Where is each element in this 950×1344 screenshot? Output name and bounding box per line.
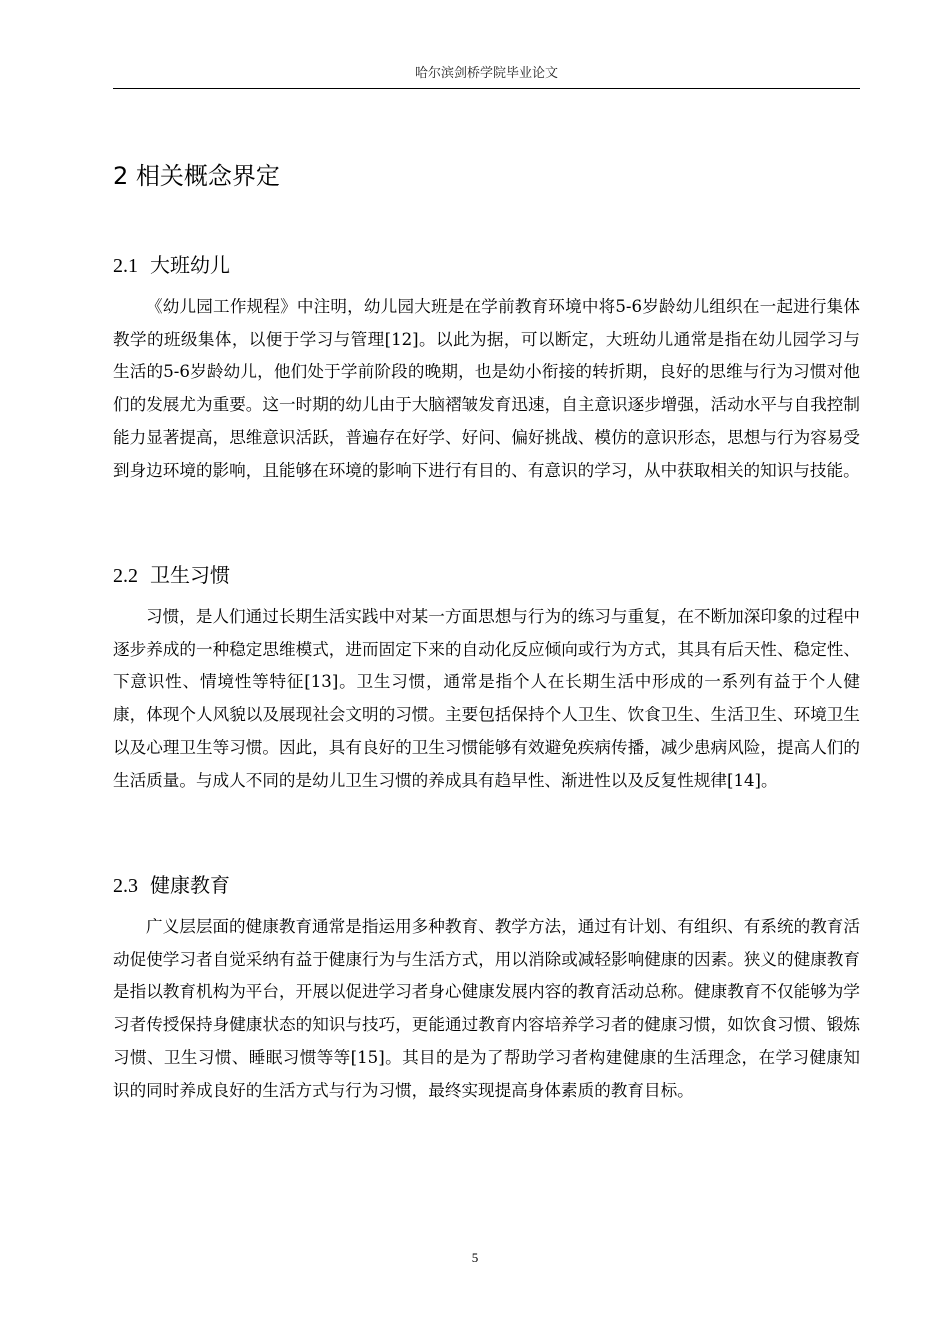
section-number: 2.3 <box>113 875 138 897</box>
running-header: 哈尔滨剑桥学院毕业论文 <box>414 66 558 81</box>
section-number: 2.2 <box>113 565 138 587</box>
section-heading-2-3 <box>113 870 230 901</box>
paragraph-2-1: 《幼儿园工作规程》中注明，幼儿园大班是在学前教育环境中将5-6岁龄幼儿组织在一起进行集体教学的班级集体，以便于学习与管理[12]。以此为据，可以断定，大班幼儿通常是指在幼儿园学习与生活的5-6岁龄幼儿，他们处于学前阶段的晚期，也是幼小衔接的转折期，良好的思维与行为习惯对他们的发展尤为重要。这一时期的幼儿由于大脑褶皱发育迅速，自主意识逐步增强，活动水平与自我控制能力显著提高，思维意识活跃，普遍存在好学、好问、偏好挑战、模仿的意识形态，思想与行为容易受到身边环境的影响，且能够在环境的影响下进行有目的、有意识的学习，从中获取相关的知识与技能。 <box>113 297 860 480</box>
paragraph-2-2: 习惯，是人们通过长期生活实践中对某一方面思想与行为的练习与重复，在不断加深印象的过程中逐步养成的一种稳定思维模式，进而固定下来的自动化反应倾向或行为方式，其具有后天性、稳定性、下意识性、情境性等特征[13]。卫生习惯，通常是指个人在长期生活中形成的一系列有益于个人健康，体现个人风貌以及展现社会文明的习惯。主要包括保持个人卫生、饮食卫生、生活卫生、环境卫生以及心理卫生等习惯。因此，具有良好的卫生习惯能够有效避免疾病传播，减少患病风险，提高人们的生活质量。与成人不同的是幼儿卫生习惯的养成具有趋早性、渐进性以及反复性规律[14]。 <box>113 607 860 790</box>
page-number: 5 <box>471 1250 479 1265</box>
section-heading-2-2 <box>113 560 230 591</box>
header-rule <box>113 88 860 89</box>
paragraph-2-3: 广义层层面的健康教育通常是指运用多种教育、教学方法，通过有计划、有组织、有系统的教育活动促使学习者自觉采纳有益于健康行为与生活方式，用以消除或减轻影响健康的因素。狭义的健康教育是指以教育机构为平台，开展以促进学习者身心健康发展内容的教育活动总称。健康教育不仅能够为学习者传授保持身健康状态的知识与技巧，更能通过教育内容培养学习者的健康习惯，如饮食习惯、锻炼习惯、卫生习惯、睡眠习惯等等[15]。其目的是为了帮助学习者构建健康的生活理念，在学习健康知识的同时养成良好的生活方式与行为习惯，最终实现提高身体素质的教育目标。 <box>113 917 860 1100</box>
section-number: 2.1 <box>113 255 138 277</box>
chapter-title: 2 相关概念界定 <box>113 162 280 190</box>
section-title-text: 大班幼儿 <box>150 253 230 277</box>
section-title-text: 卫生习惯 <box>150 563 230 587</box>
section-heading-2-1 <box>113 250 230 281</box>
section-title-text: 健康教育 <box>150 873 230 897</box>
